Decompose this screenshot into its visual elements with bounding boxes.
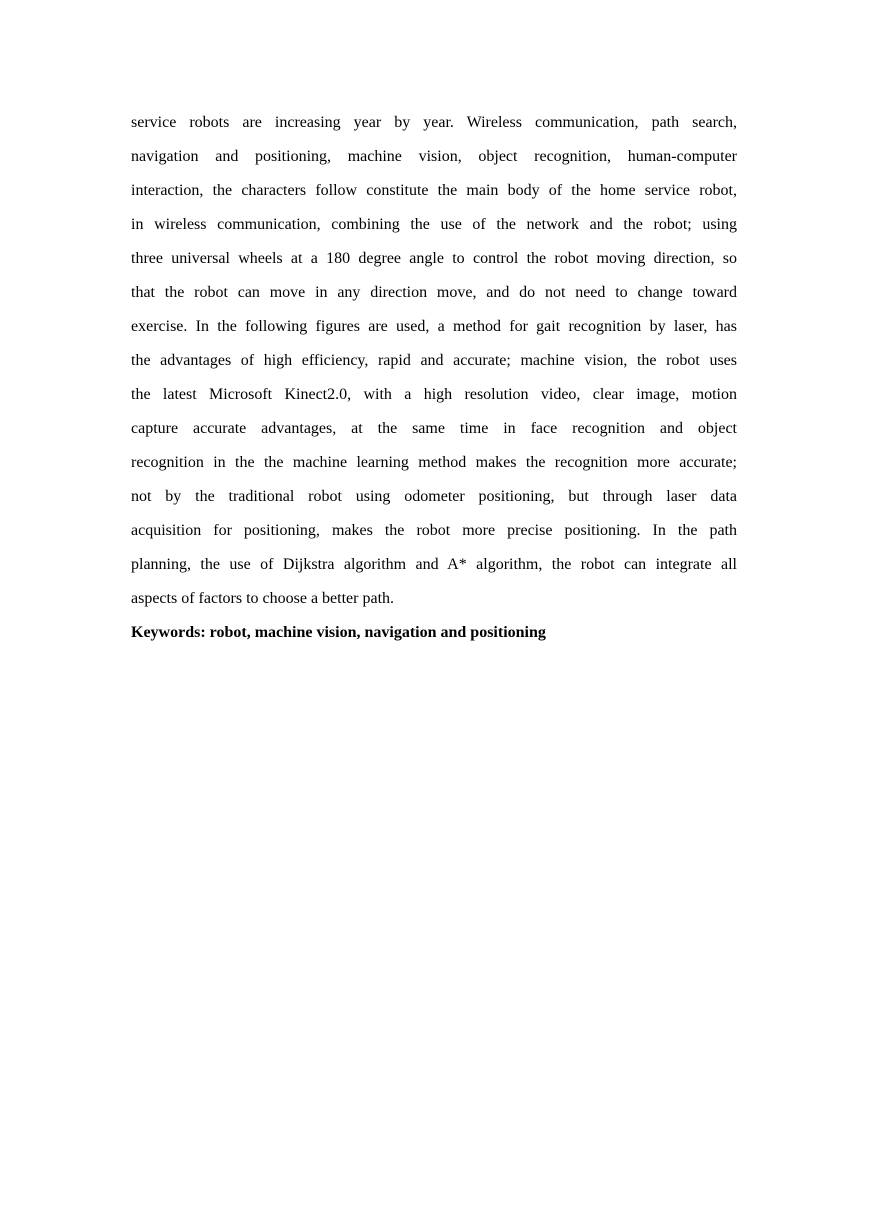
abstract-line: in wireless communication, combining the use of the network and the robot; using [131, 216, 737, 233]
abstract-line: exercise. In the following figures are used, a method for gait recognition by laser, has [131, 318, 737, 335]
abstract-line: not by the traditional robot using odometer positioning, but through laser data [131, 488, 737, 505]
abstract-line: capture accurate advantages, at the same time in face recognition and object [131, 420, 737, 437]
abstract-line: that the robot can move in any direction move, and do not need to change toward [131, 284, 737, 301]
abstract-line: the latest Microsoft Kinect2.0, with a high resolution video, clear image, motion [131, 386, 737, 403]
abstract-line: planning, the use of Dijkstra algorithm and A* algorithm, the robot can integrate all [131, 556, 737, 573]
abstract-line: interaction, the characters follow constitute the main body of the home service robot, [131, 182, 737, 199]
abstract-line: three universal wheels at a 180 degree angle to control the robot moving direction, so [131, 250, 737, 267]
abstract-line: service robots are increasing year by year. Wireless communication, path search, [131, 114, 737, 131]
abstract-section [131, 106, 737, 650]
abstract-line: the advantages of high efficiency, rapid and accurate; machine vision, the robot uses [131, 352, 737, 369]
abstract-line: acquisition for positioning, makes the robot more precise positioning. In the path [131, 522, 737, 539]
keywords-line: Keywords: robot, machine vision, navigation and positioning [131, 624, 546, 641]
abstract-line: recognition in the the machine learning method makes the recognition more accurate; [131, 454, 737, 471]
abstract-line: navigation and positioning, machine vision, object recognition, human-computer [131, 148, 737, 165]
abstract-line: aspects of factors to choose a better path. [131, 590, 395, 607]
